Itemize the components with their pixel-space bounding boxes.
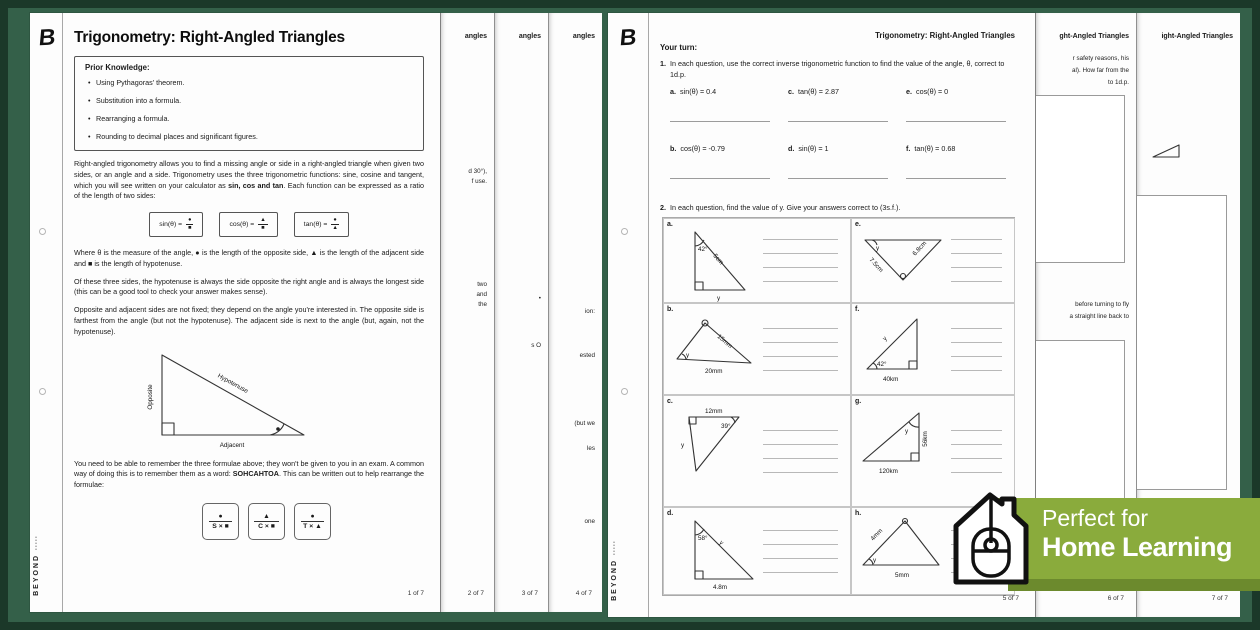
your-turn-heading: Your turn:	[660, 43, 698, 52]
q2-cell-d: d. 58° y 4.8m	[663, 507, 851, 595]
svg-text:58°: 58°	[698, 535, 708, 543]
prior-knowledge-box	[74, 56, 424, 151]
text-fragment: s O	[531, 342, 541, 349]
q2-cell-c: c. 12mm 39° y	[663, 395, 851, 507]
svg-text:y: y	[873, 557, 877, 565]
page-number: 6 of 7	[1107, 595, 1124, 602]
triangle-diagram-d	[669, 515, 761, 593]
diagram-box	[1136, 195, 1227, 490]
sohcahtoa-paragraph: You need to be able to remember the three formulae above; they won't be given to you in an exam. A common way of doing this is to remember them as a word: SOHCAHTOA. This can be written out to help rearrange the formulae:	[74, 458, 425, 490]
svg-text:5cm: 5cm	[711, 253, 725, 267]
svg-text:5mm: 5mm	[895, 572, 909, 580]
hole-punch-icon	[39, 228, 46, 235]
list-item: • Rounding to decimal places and significant figures.	[85, 132, 413, 141]
list-item: • Substitution into a formula.	[85, 96, 413, 105]
text-fragment: and	[476, 291, 487, 298]
badge-shadow	[1008, 578, 1260, 591]
answer-line	[670, 121, 770, 122]
hole-punch-icon	[621, 228, 628, 235]
answer-line	[906, 178, 1006, 179]
question-1-grid	[670, 87, 1015, 201]
q2-cell-e: e. y 7.5cm 6.8cm	[851, 218, 1015, 303]
page-header: Trigonometry: Right-Angled Triangles	[875, 31, 1015, 40]
svg-text:120km: 120km	[879, 468, 898, 476]
triangle-diagram-a	[669, 226, 761, 304]
answer-line	[670, 178, 770, 179]
page-thumbnail-2	[440, 13, 494, 612]
svg-text:y: y	[686, 352, 690, 360]
page-header-fragment: ight-Angled Triangles	[1161, 33, 1233, 40]
q2-cell-b: b. y 15mm 20mm	[663, 303, 851, 395]
badge-line-1: Perfect for	[1042, 505, 1149, 531]
svg-text:y: y	[681, 442, 685, 450]
triangle-diagram-c	[669, 403, 761, 481]
text-fragment: d 30°),	[468, 168, 487, 175]
triangle-fragment	[1151, 141, 1181, 161]
text-fragment: a straight line back to	[1069, 313, 1129, 320]
svg-text:56km: 56km	[922, 431, 929, 448]
svg-text:42°: 42°	[698, 246, 708, 254]
page-number: 2 of 7	[467, 590, 484, 597]
page-header-fragment: angles	[464, 33, 487, 40]
q2-cell-a: a. 42° 5cm y	[663, 218, 851, 303]
answer-line	[788, 121, 888, 122]
svg-text:y: y	[717, 539, 725, 548]
hypotenuse-paragraph: Of these three sides, the hypotenuse is always the side opposite the right angle and is always the longest side (this can be a good tool to check your answer makes sense).	[74, 276, 425, 297]
svg-text:39°: 39°	[721, 423, 731, 431]
text-fragment: one	[584, 518, 595, 525]
labelled-triangle-diagram	[132, 351, 332, 451]
triangle-diagram-h	[857, 515, 949, 593]
formula-triangle-row	[202, 503, 424, 540]
tan-formula-box: tan(θ) = $\frac{●}{▲}$	[294, 212, 349, 237]
triangle-diagram-e	[857, 226, 949, 304]
q1-item-e: e. cos(θ) = 0	[906, 87, 1024, 144]
page-thumbnail-4	[548, 13, 602, 612]
page-number: 7 of 7	[1211, 595, 1228, 602]
text-fragment: f use.	[471, 178, 487, 185]
trig-formula-row	[74, 212, 424, 237]
house-mouse-icon	[946, 489, 1036, 589]
text-fragment: ested	[579, 352, 595, 359]
beyond-logo-icon: B	[618, 23, 638, 51]
badge-line-2: Home Learning	[1042, 532, 1233, 562]
adjacent-label: Adjacent	[219, 441, 245, 449]
text-fragment: two	[477, 281, 487, 288]
toa-triangle-box: ● T × ▲	[294, 503, 331, 540]
text-fragment: the	[478, 301, 487, 308]
page-title: Trigonometry: Right-Angled Triangles	[74, 29, 345, 46]
q1-item-f: f. tan(θ) = 0.68	[906, 144, 1024, 201]
hole-punch-icon	[39, 388, 46, 395]
page-header-fragment: angles	[572, 33, 595, 40]
q2-cell-f: f. 42° y 40km	[851, 303, 1015, 395]
page-thumbnail-3	[494, 13, 548, 612]
intro-paragraph: Right-angled trigonometry allows you to find a missing angle or side in a right-angled triangle when given two sides, or an angle and a side. Trigonometry uses the three trigonometric functions: sine, cosine and tangent, which you will see written on your calculator as sin, cos and tan. Each function can be expressed as a ratio of the length of two sides:	[74, 159, 424, 201]
svg-text:12mm: 12mm	[705, 408, 723, 416]
svg-text:20mm: 20mm	[705, 368, 723, 376]
q1-item-a: a. sin(θ) = 0.4	[670, 87, 788, 144]
beyond-maths-branding: BEYOND ·····	[33, 535, 40, 596]
svg-text:15mm: 15mm	[715, 333, 734, 351]
answer-line	[906, 121, 1006, 122]
diagram-box	[1035, 95, 1125, 263]
page-1-worksheet	[30, 13, 440, 612]
q1-item-d: d. sin(θ) = 1	[788, 144, 906, 201]
list-item: • Using Pythagoras' theorem.	[85, 78, 413, 87]
question-2-text: 2. In each question, find the value of y. Give your answers correct to (3s.f.).	[660, 202, 901, 212]
text-fragment: les	[586, 445, 595, 452]
svg-text:42°: 42°	[877, 361, 887, 369]
diagram-box	[1035, 340, 1125, 512]
page-header-fragment: angles	[518, 33, 541, 40]
triangle-diagram-f	[857, 311, 949, 389]
text-fragment: r safety reasons, his	[1072, 55, 1129, 62]
prior-knowledge-heading: Prior Knowledge:	[85, 63, 150, 72]
text-fragment: al). How far from the	[1071, 67, 1129, 74]
svg-text:4.8m: 4.8m	[713, 584, 727, 592]
cos-formula-box: cos(θ) = $\frac{▲}{■}$	[219, 212, 277, 237]
svg-text:4mm: 4mm	[869, 527, 885, 543]
beyond-logo-icon: B	[37, 23, 57, 51]
q2-cell-h: h. y 4mm 5mm	[851, 507, 1015, 595]
page-header-fragment: ght-Angled Triangles	[1059, 33, 1129, 40]
page-number: 3 of 7	[521, 590, 538, 597]
opposite-label: Opposite	[147, 384, 154, 410]
cah-triangle-box: ▲ C × ■	[248, 503, 285, 540]
hole-punch-icon	[621, 388, 628, 395]
text-fragment: to 1d.p.	[1107, 79, 1129, 86]
opposite-adjacent-paragraph: Opposite and adjacent sides are not fixed; they depend on the angle you're interested in. The opposite side is farthest from the angle (but not the hypotenuse). The adjacent side is next to the angle (but, again, not the hypotenuse).	[74, 305, 424, 336]
text-fragment: •	[538, 295, 541, 302]
where-paragraph: Where θ is the measure of the angle, ● is the length of the opposite side, ▲ is the length of the adjacent side and ■ is the length of hypotenuse.	[74, 248, 424, 268]
text-fragment: (but we	[574, 420, 595, 427]
svg-text:7.5cm: 7.5cm	[867, 256, 885, 275]
svg-text:y: y	[881, 335, 889, 343]
page-number: 4 of 7	[575, 590, 592, 597]
beyond-maths-branding: BEYOND ·····	[611, 540, 618, 601]
margin-rule	[648, 13, 649, 617]
svg-text:y: y	[876, 245, 880, 253]
q1-item-b: b. cos(θ) = -0.79	[670, 144, 788, 201]
answer-line	[788, 178, 888, 179]
prior-knowledge-list	[85, 78, 413, 141]
list-item: • Rearranging a formula.	[85, 114, 413, 123]
soh-triangle-box: ● S × ■	[202, 503, 239, 540]
svg-text:y: y	[905, 428, 909, 436]
q2-cell-g: g. y 120km 56km	[851, 395, 1015, 507]
triangle-diagram-b	[669, 311, 761, 389]
question-1-text: 1. In each question, use the correct inverse trigonometric function to find the value of the angle, θ, correct to 1d.p.	[660, 59, 1005, 79]
hypotenuse-label: Hypotenuse	[216, 372, 250, 395]
svg-text:y: y	[717, 295, 721, 303]
text-fragment: before turning to fly	[1075, 301, 1129, 308]
triangle-diagram-g	[857, 403, 949, 481]
svg-text:40km: 40km	[883, 376, 899, 384]
sin-formula-box: sin(θ) = $\frac{●}{■}$	[149, 212, 203, 237]
page-number: 5 of 7	[1002, 595, 1019, 602]
text-fragment: ion:	[584, 308, 595, 315]
page-number: 1 of 7	[407, 590, 424, 597]
margin-rule	[62, 13, 63, 612]
q1-item-c: c. tan(θ) = 2.87	[788, 87, 906, 144]
svg-text:6.8cm: 6.8cm	[911, 240, 929, 258]
